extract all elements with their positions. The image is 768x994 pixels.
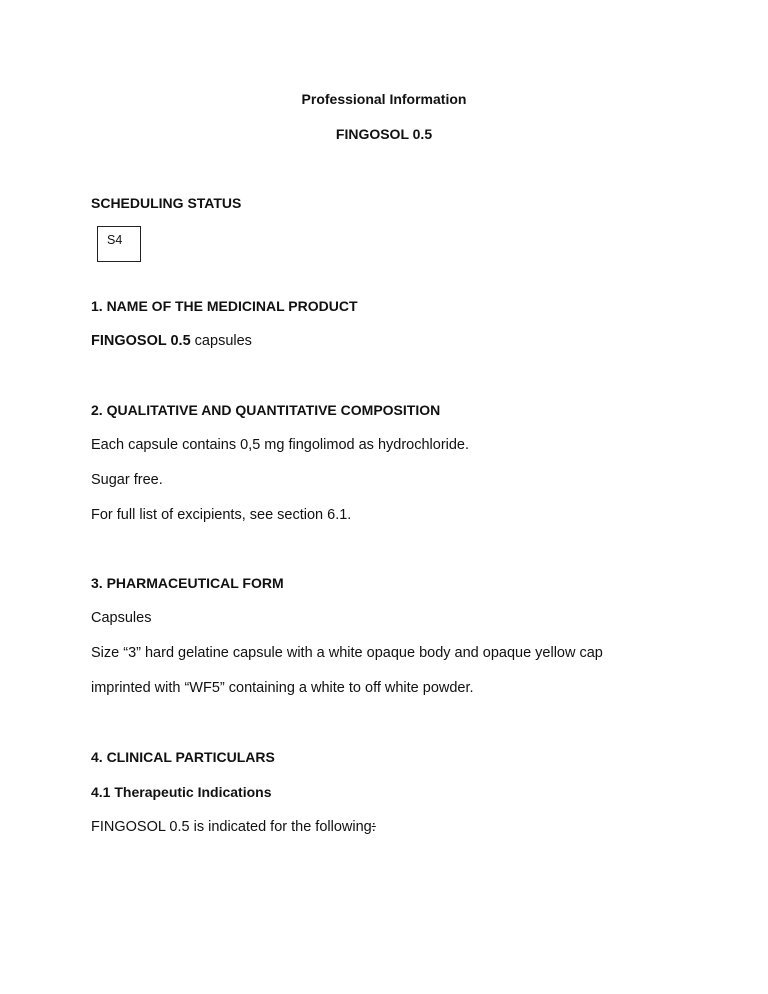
section-3-line-3: imprinted with “WF5” containing a white to off white powder. xyxy=(91,680,474,696)
scheduling-status-box xyxy=(97,226,141,262)
section-1-heading: 1. NAME OF THE MEDICINAL PRODUCT xyxy=(91,298,358,314)
section-2-line-1: Each capsule contains 0,5 mg fingolimod as hydrochloride. xyxy=(91,437,470,453)
product-name: FINGOSOL 0.5 xyxy=(91,333,191,349)
section-3-line-1: Capsules xyxy=(91,610,152,626)
scheduling-status-heading: SCHEDULING STATUS xyxy=(91,195,242,211)
section-2-line-3: For full list of excipients, see section 6.1. xyxy=(91,507,352,523)
section-4-1-line-1 xyxy=(91,819,376,835)
section-2-line-2: Sugar free. xyxy=(91,472,163,488)
document-product-title: FINGOSOL 0.5 xyxy=(335,126,433,142)
scheduling-status-value: S4 xyxy=(107,233,123,247)
document-title: Professional Information xyxy=(301,91,467,107)
product-form: capsules xyxy=(190,333,252,349)
indication-intro: FINGOSOL 0.5 is indicated for the following xyxy=(91,819,372,835)
section-1-product-line xyxy=(91,333,252,349)
section-3-heading: 3. PHARMACEUTICAL FORM xyxy=(91,575,284,591)
section-3-line-2: Size “3” hard gelatine capsule with a white opaque body and opaque yellow cap xyxy=(91,645,603,661)
section-4-heading: 4. CLINICAL PARTICULARS xyxy=(91,749,275,765)
section-2-heading: 2. QUALITATIVE AND QUANTITATIVE COMPOSITION xyxy=(91,402,441,418)
struck-colon: : xyxy=(371,819,376,835)
section-4-1-subheading: 4.1 Therapeutic Indications xyxy=(91,784,272,800)
